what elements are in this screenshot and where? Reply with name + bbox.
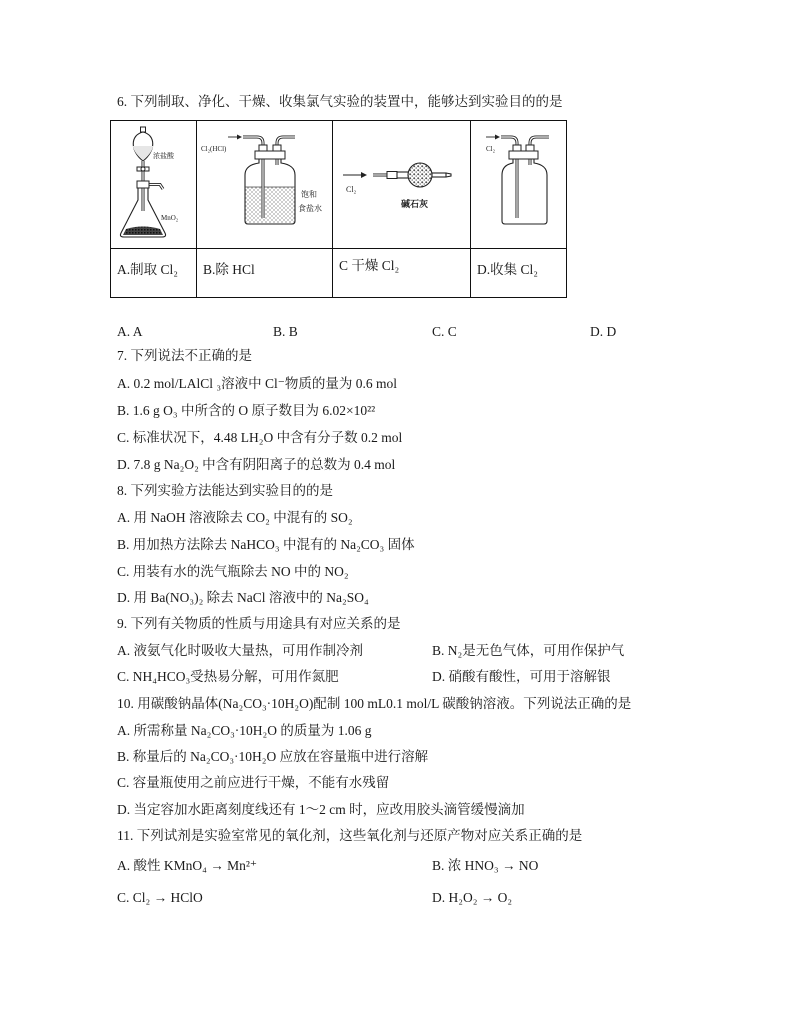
funnel-top-stopper — [141, 127, 146, 132]
q9-option-d: D. 硝酸有酸性，可用于溶解银 — [432, 669, 611, 684]
outlet-cap — [273, 145, 281, 151]
stopcock-knob — [141, 167, 145, 171]
inlet-cap — [259, 145, 267, 151]
acid-label: 浓盐酸 — [153, 152, 174, 160]
q9-stem: 9. 下列有关物质的性质与用途具有对应关系的是 — [117, 616, 401, 631]
q8-option-d: D. 用 Ba(NO₃)₂ 除去 NaCl 溶液中的 Na₂SO₄ — [117, 590, 369, 605]
caption-row — [111, 249, 567, 298]
q8-option-b: B. 用加热方法除去 NaHCO₃ 中混有的 Na₂CO₃ 固体 — [117, 537, 415, 552]
solid-label: MnO₂ — [161, 214, 179, 222]
gas-wash-bottle-figure — [197, 121, 332, 248]
q6-stem: 6. 下列制取、净化、干燥、收集氯气实验的装置中，能够达到实验目的的是 — [117, 94, 563, 109]
figure-cell-c — [333, 121, 471, 249]
q6-option-c: C. C — [432, 324, 457, 339]
caption-a: A.制取 Cl₂ — [111, 249, 197, 298]
caption-b: B.除 HCl — [197, 249, 333, 298]
apparatus-table — [110, 120, 567, 298]
gas-flow-arrowhead — [237, 135, 242, 140]
chlorine-generator-figure — [111, 121, 196, 248]
figure-cell-b — [197, 121, 333, 249]
figure-cell-d — [471, 121, 567, 249]
q10-option-a: A. 所需称量 Na₂CO₃·10H₂O 的质量为 1.06 g — [117, 723, 372, 738]
q7-option-d: D. 7.8 g Na₂O₂ 中含有阴阳离子的总数为 0.4 mol — [117, 457, 396, 472]
q11-option-b: B. 浓 HNO₃ → NO — [432, 858, 539, 873]
rubber-connector — [387, 172, 397, 179]
q7-option-b: B. 1.6 g O₃ 中所含的 O 原子数目为 6.02×10²² — [117, 403, 376, 418]
desiccant-label: 碱石灰 — [401, 199, 429, 209]
gas-label: Cl₂ — [346, 185, 357, 194]
drying-tube-figure — [333, 121, 470, 248]
caption-d: D.收集 Cl₂ — [471, 249, 567, 298]
q6-option-d: D. D — [590, 324, 617, 339]
flask-stopper — [137, 181, 149, 188]
drying-tube-tip — [446, 173, 451, 177]
collection-bottle — [502, 159, 547, 224]
solution-label-line2: 食盐水 — [298, 204, 322, 213]
q11-option-a: A. 酸性 KMnO₄ → Mn²⁺ — [117, 858, 258, 873]
bottle-stopper — [255, 151, 285, 159]
gas-flow-arrowhead — [361, 172, 367, 178]
q9-option-c: C. NH₄HCO₃受热易分解，可用作氮肥 — [117, 669, 339, 684]
q7-stem: 7. 下列说法不正确的是 — [117, 348, 252, 363]
bottle-stopper — [509, 151, 538, 159]
q11-stem: 11. 下列试剂是实验室常见的氧化剂，这些氧化剂与还原产物对应关系正确的是 — [117, 828, 583, 843]
q11-option-c: C. Cl₂ → HClO — [117, 890, 203, 905]
drying-tube-bulb — [408, 163, 432, 187]
q6-option-b: B. B — [273, 324, 298, 339]
q7-option-c: C. 标准状况下，4.48 LH₂O 中含有分子数 0.2 mol — [117, 430, 403, 445]
outlet-cap — [526, 145, 534, 151]
solution-label-line1: 饱和 — [301, 190, 317, 199]
gas-collection-bottle-figure — [471, 121, 566, 248]
q9-option-b: B. N₂是无色气体，可用作保护气 — [432, 643, 625, 658]
caption-c: C 干燥 Cl₂ — [333, 249, 471, 298]
figure-row — [111, 121, 567, 249]
brine-liquid — [246, 187, 295, 223]
gas-label: Cl₂(HCl) — [201, 145, 227, 153]
q8-option-a: A. 用 NaOH 溶液除去 CO₂ 中混有的 SO₂ — [117, 510, 353, 525]
q11-option-d: D. H₂O₂ → O₂ — [432, 890, 513, 905]
q10-stem: 10. 用碳酸钠晶体(Na₂CO₃·10H₂O)配制 100 mL0.1 mol/L 碳酸钠溶液。下列说法正确的是 — [117, 696, 632, 711]
q9-option-a: A. 液氨气化时吸收大量热，可用作制冷剂 — [117, 643, 363, 658]
q10-option-c: C. 容量瓶使用之前应进行干燥，不能有水残留 — [117, 775, 390, 790]
q8-stem: 8. 下列实验方法能达到实验目的的是 — [117, 483, 333, 498]
drying-tube-neck — [397, 172, 409, 178]
q10-option-b: B. 称量后的 Na₂CO₃·10H₂O 应放在容量瓶中进行溶解 — [117, 749, 429, 764]
drying-tube-outlet — [432, 173, 446, 177]
gas-label: Cl₂ — [486, 145, 496, 153]
q10-option-d: D. 当定容加水距离刻度线还有 1～2 cm 时，应改用胶头滴管缓慢滴加 — [117, 802, 525, 817]
manganese-dioxide-solid — [123, 227, 163, 236]
gas-flow-arrowhead — [495, 135, 500, 140]
q8-option-c: C. 用装有水的洗气瓶除去 NO 中的 NO₂ — [117, 564, 349, 579]
inlet-cap — [513, 145, 521, 151]
q7-option-a: A. 0.2 mol/LAlCl ₃溶液中 Cl⁻物质的量为 0.6 mol — [117, 376, 397, 391]
figure-cell-a — [111, 121, 197, 249]
q6-option-a: A. A — [117, 324, 143, 339]
